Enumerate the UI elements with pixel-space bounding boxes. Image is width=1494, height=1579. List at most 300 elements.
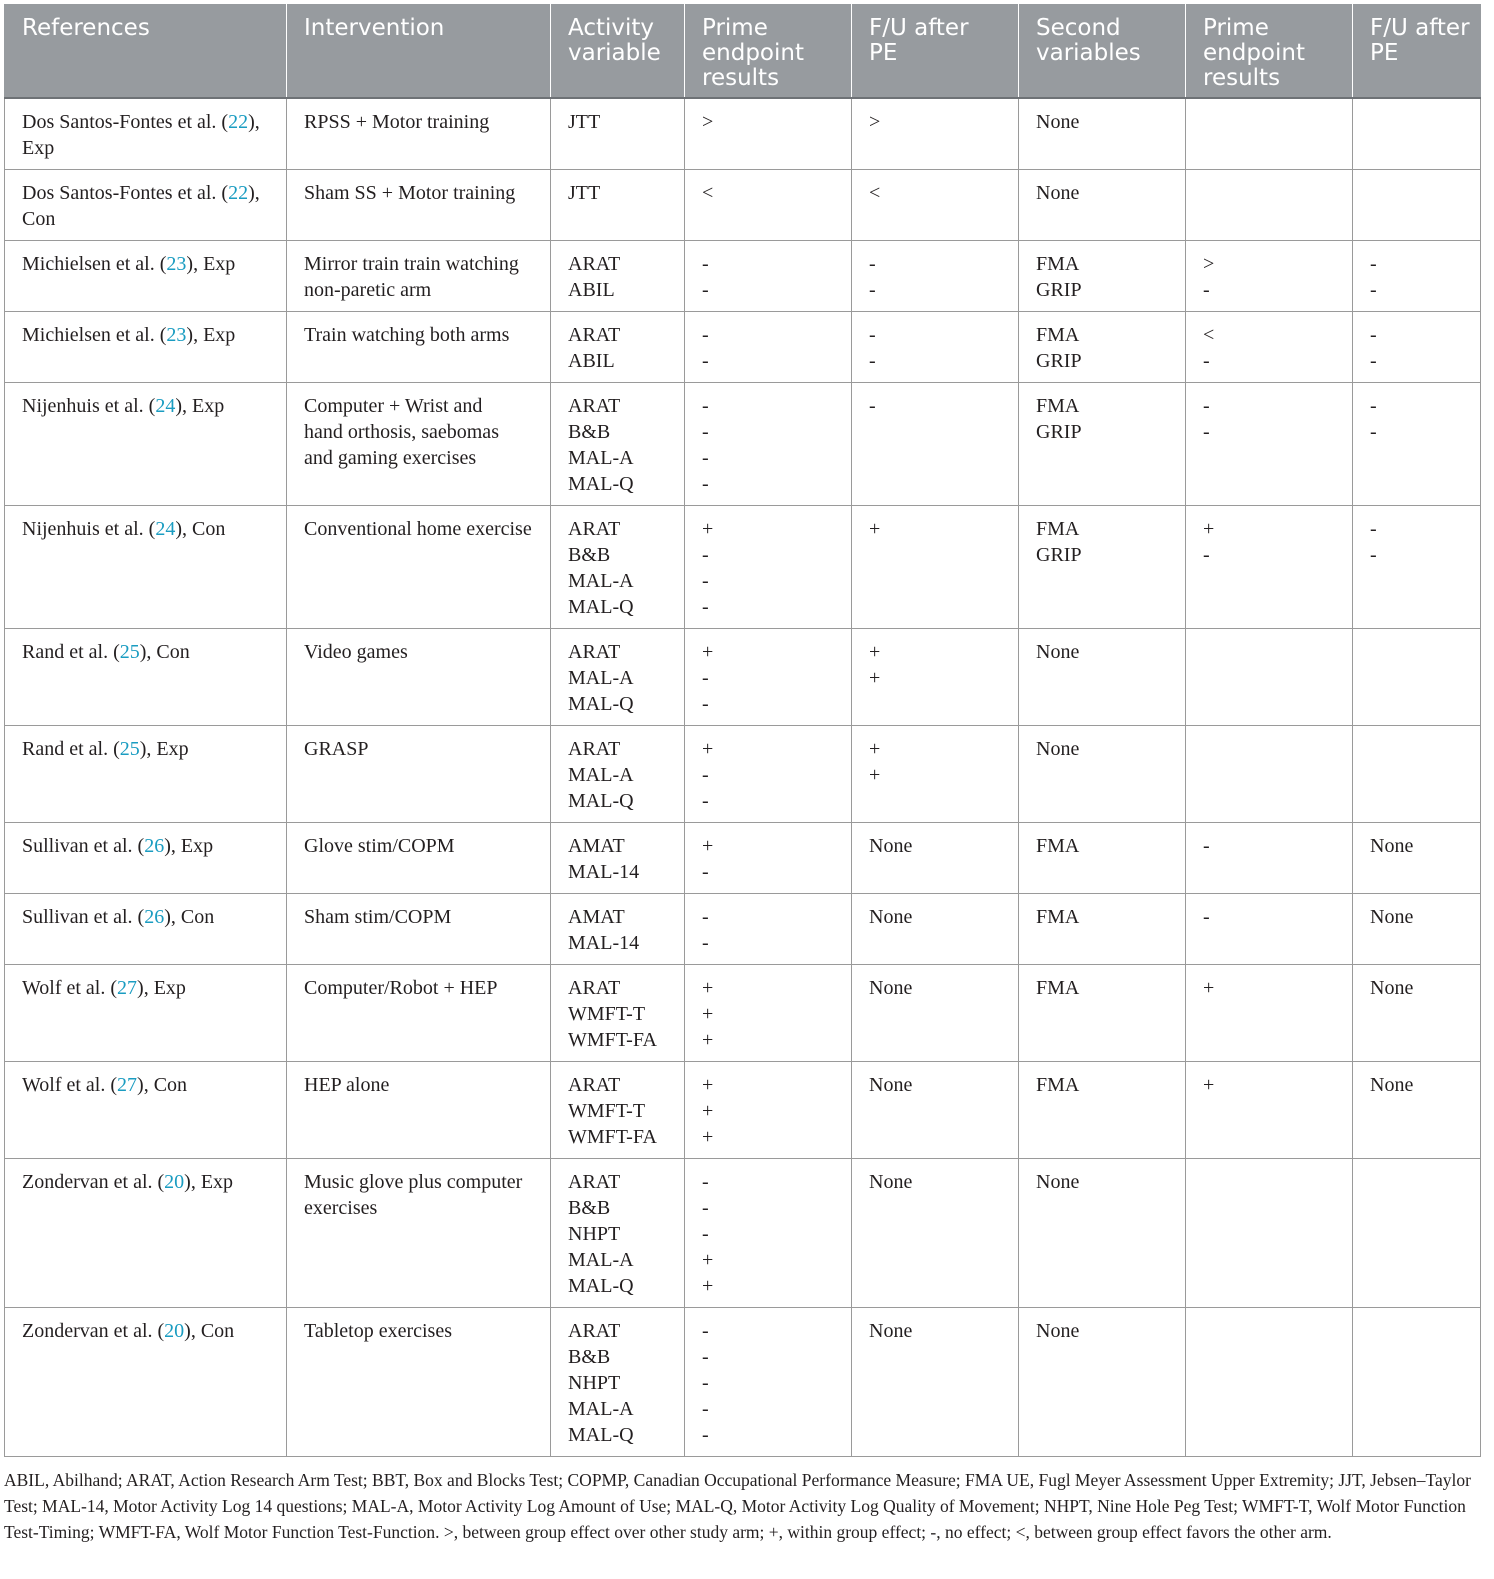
reference-arm: ), Exp bbox=[184, 1170, 234, 1193]
citation-link[interactable]: 22 bbox=[228, 111, 249, 133]
cell-line: - bbox=[702, 1319, 709, 1342]
cell-line: + bbox=[869, 640, 881, 663]
cell-second-variables bbox=[1019, 1061, 1186, 1158]
table-row bbox=[5, 382, 1481, 505]
cell-line: - bbox=[702, 543, 709, 566]
cell-line: - bbox=[702, 569, 709, 592]
reference-line bbox=[22, 393, 278, 419]
cell-line: - bbox=[702, 931, 709, 954]
table-row bbox=[5, 240, 1481, 311]
cell-prime-endpoint-result-secondary bbox=[1186, 1158, 1353, 1307]
cell-prime-endpoint-result bbox=[685, 98, 852, 169]
table-row bbox=[5, 822, 1481, 893]
cell-line: - bbox=[702, 349, 709, 372]
cell-prime-endpoint-result-secondary bbox=[1186, 240, 1353, 311]
cell-line: None bbox=[1370, 976, 1414, 999]
table-header-row bbox=[5, 4, 1481, 98]
cell-line: GRASP bbox=[304, 737, 369, 760]
cell-line: + bbox=[1203, 1073, 1215, 1096]
cell-fu-after-pe-secondary bbox=[1353, 382, 1481, 505]
reference-arm: ), Exp bbox=[186, 252, 236, 275]
cell-intervention bbox=[287, 98, 551, 169]
cell-fu-after-pe bbox=[852, 964, 1019, 1061]
table-row bbox=[5, 169, 1481, 240]
cell-line: None bbox=[869, 1170, 913, 1193]
cell-line: AMAT bbox=[568, 834, 625, 857]
cell-line: Train watching both arms bbox=[304, 323, 510, 346]
cell-line: - bbox=[702, 692, 709, 715]
cell-line: hand orthosis, saebomas bbox=[304, 420, 499, 443]
cell-fu-after-pe bbox=[852, 725, 1019, 822]
reference-line bbox=[22, 1072, 278, 1098]
reference-arm: ), Con bbox=[137, 1073, 188, 1096]
cell-fu-after-pe-secondary bbox=[1353, 893, 1481, 964]
cell-line: MAL-Q bbox=[568, 1274, 634, 1297]
cell-line: + bbox=[702, 517, 714, 540]
reference-authors: Rand et al. ( bbox=[22, 640, 120, 663]
cell-fu-after-pe-secondary bbox=[1353, 505, 1481, 628]
cell-prime-endpoint-result bbox=[685, 822, 852, 893]
cell-line: - bbox=[869, 278, 876, 301]
cell-line: Conventional home exercise bbox=[304, 517, 532, 540]
reference-arm: ), Exp bbox=[175, 394, 225, 417]
header-line: Prime bbox=[1203, 15, 1269, 41]
cell-line: - bbox=[1203, 394, 1210, 417]
cell-line: ARAT bbox=[568, 252, 621, 275]
table-row bbox=[5, 628, 1481, 725]
cell-line: - bbox=[702, 252, 709, 275]
cell-line: - bbox=[869, 394, 876, 417]
cell-line: WMFT-FA bbox=[568, 1028, 657, 1051]
cell-line: None bbox=[1036, 1319, 1080, 1342]
cell-line: Music glove plus computer bbox=[304, 1170, 523, 1193]
cell-line: MAL-A bbox=[568, 446, 634, 469]
cell-prime-endpoint-result bbox=[685, 240, 852, 311]
cell-line: FMA bbox=[1036, 252, 1080, 275]
citation-link[interactable]: 20 bbox=[164, 1319, 185, 1342]
cell-line: < bbox=[702, 181, 714, 204]
cell-prime-endpoint-result-secondary bbox=[1186, 725, 1353, 822]
cell-line: - bbox=[1370, 420, 1377, 443]
cell-intervention bbox=[287, 893, 551, 964]
cell-line: - bbox=[702, 860, 709, 883]
citation-link[interactable]: 25 bbox=[119, 737, 140, 760]
cell-line: JTT bbox=[568, 181, 601, 204]
cell-line: MAL-Q bbox=[568, 472, 634, 495]
cell-fu-after-pe bbox=[852, 1307, 1019, 1456]
cell-line: MAL-A bbox=[568, 1397, 634, 1420]
cell-line: MAL-14 bbox=[568, 860, 640, 883]
cell-line: - bbox=[702, 1345, 709, 1368]
cell-line: Mirror train train watching bbox=[304, 252, 519, 275]
citation-link[interactable]: 27 bbox=[117, 976, 138, 999]
cell-prime-endpoint-result bbox=[685, 1307, 852, 1456]
cell-line: + bbox=[702, 640, 714, 663]
citation-link[interactable]: 22 bbox=[228, 181, 249, 204]
cell-line: MAL-Q bbox=[568, 692, 634, 715]
cell-reference bbox=[5, 1158, 287, 1307]
cell-line: + bbox=[702, 1099, 714, 1122]
cell-reference bbox=[5, 1061, 287, 1158]
reference-arm: ), Exp bbox=[137, 976, 186, 999]
results-table-container bbox=[4, 4, 1480, 1457]
cell-line: MAL-Q bbox=[568, 789, 634, 812]
cell-line: - bbox=[702, 905, 709, 928]
cell-prime-endpoint-result bbox=[685, 628, 852, 725]
reference-line bbox=[22, 516, 278, 542]
reference-authors: Sullivan et al. ( bbox=[22, 834, 145, 857]
cell-prime-endpoint-result-secondary bbox=[1186, 505, 1353, 628]
cell-prime-endpoint-result bbox=[685, 382, 852, 505]
table-row bbox=[5, 1307, 1481, 1456]
cell-line: None bbox=[1370, 905, 1414, 928]
cell-prime-endpoint-result bbox=[685, 1061, 852, 1158]
cell-second-variables bbox=[1019, 1307, 1186, 1456]
cell-fu-after-pe bbox=[852, 98, 1019, 169]
cell-line: None bbox=[1036, 1170, 1080, 1193]
cell-line: - bbox=[1370, 517, 1377, 540]
cell-line: + bbox=[702, 1073, 714, 1096]
cell-prime-endpoint-result bbox=[685, 311, 852, 382]
reference-authors: Dos Santos-Fontes et al. ( bbox=[22, 181, 229, 204]
cell-fu-after-pe-secondary bbox=[1353, 1158, 1481, 1307]
header-line: Intervention bbox=[304, 15, 445, 41]
cell-activity-variable bbox=[551, 98, 685, 169]
cell-line: - bbox=[869, 323, 876, 346]
header-line: Activity bbox=[568, 15, 655, 41]
cell-line: and gaming exercises bbox=[304, 446, 477, 469]
cell-prime-endpoint-result-secondary bbox=[1186, 893, 1353, 964]
cell-line: WMFT-FA bbox=[568, 1125, 657, 1148]
reference-arm-line: Con bbox=[22, 207, 56, 230]
cell-fu-after-pe-secondary bbox=[1353, 822, 1481, 893]
reference-line bbox=[22, 1169, 278, 1195]
cell-fu-after-pe bbox=[852, 311, 1019, 382]
cell-second-variables bbox=[1019, 822, 1186, 893]
citation-link[interactable]: 20 bbox=[164, 1170, 185, 1193]
cell-line: None bbox=[869, 1073, 913, 1096]
cell-line: - bbox=[702, 1196, 709, 1219]
reference-arm: ), bbox=[248, 111, 260, 133]
citation-link[interactable]: 25 bbox=[119, 640, 140, 663]
cell-line: Glove stim/COPM bbox=[304, 834, 455, 857]
reference-authors: Michielsen et al. ( bbox=[22, 323, 167, 346]
cell-reference bbox=[5, 1307, 287, 1456]
cell-line: - bbox=[1203, 834, 1210, 857]
header-intervention bbox=[287, 4, 551, 98]
cell-fu-after-pe bbox=[852, 822, 1019, 893]
cell-prime-endpoint-result bbox=[685, 1158, 852, 1307]
cell-fu-after-pe-secondary bbox=[1353, 98, 1481, 169]
cell-line: - bbox=[702, 1423, 709, 1446]
reference-line bbox=[22, 180, 278, 206]
cell-line: + bbox=[702, 834, 714, 857]
table-row bbox=[5, 964, 1481, 1061]
cell-line: non-paretic arm bbox=[304, 278, 432, 301]
cell-line: + bbox=[702, 1125, 714, 1148]
cell-reference bbox=[5, 505, 287, 628]
reference-arm: ), Exp bbox=[139, 737, 189, 760]
header-prime-endpoint-results bbox=[685, 4, 852, 98]
citation-link[interactable]: 23 bbox=[166, 252, 187, 275]
citation-link[interactable]: 26 bbox=[144, 834, 165, 857]
cell-line: > bbox=[702, 111, 714, 133]
cell-prime-endpoint-result bbox=[685, 505, 852, 628]
cell-reference bbox=[5, 311, 287, 382]
cell-line: - bbox=[702, 323, 709, 346]
cell-fu-after-pe bbox=[852, 628, 1019, 725]
cell-line: - bbox=[1203, 420, 1210, 443]
cell-line: RPSS + Motor training bbox=[304, 111, 490, 133]
cell-line: GRIP bbox=[1036, 349, 1082, 372]
cell-line: - bbox=[702, 666, 709, 689]
cell-line: Sham SS + Motor training bbox=[304, 181, 516, 204]
cell-prime-endpoint-result-secondary bbox=[1186, 1307, 1353, 1456]
cell-line: ARAT bbox=[568, 1319, 621, 1342]
cell-line: ARAT bbox=[568, 1073, 621, 1096]
cell-line: MAL-A bbox=[568, 763, 634, 786]
cell-line: exercises bbox=[304, 1196, 378, 1219]
reference-authors: Nijenhuis et al. ( bbox=[22, 517, 156, 540]
cell-line: > bbox=[869, 111, 881, 133]
cell-activity-variable bbox=[551, 382, 685, 505]
cell-line: + bbox=[702, 1248, 714, 1271]
cell-line: None bbox=[1370, 1073, 1414, 1096]
cell-second-variables bbox=[1019, 725, 1186, 822]
cell-line: MAL-A bbox=[568, 666, 634, 689]
reference-arm: ), Exp bbox=[186, 323, 236, 346]
results-table bbox=[4, 4, 1481, 1457]
cell-activity-variable bbox=[551, 505, 685, 628]
cell-line: MAL-A bbox=[568, 569, 634, 592]
cell-fu-after-pe bbox=[852, 240, 1019, 311]
cell-line: FMA bbox=[1036, 1073, 1080, 1096]
cell-line: - bbox=[702, 278, 709, 301]
cell-line: GRIP bbox=[1036, 420, 1082, 443]
cell-line: + bbox=[702, 1002, 714, 1025]
header-line: PE bbox=[1370, 40, 1399, 66]
cell-reference bbox=[5, 725, 287, 822]
cell-fu-after-pe bbox=[852, 169, 1019, 240]
reference-authors: Zondervan et al. ( bbox=[22, 1170, 165, 1193]
cell-line: None bbox=[869, 834, 913, 857]
table-footnote: ABIL, Abilhand; ARAT, Action Research Arm Test; BBT, Box and Blocks Test; COPMP, Canadian Occupational Performance Measure; FMA UE, Fugl Meyer Assessment Upper Extremity; JJT, Jebsen–Taylor Test; MAL-14, Motor Activity Log 14 questions; MAL-A, Motor Activity Log Amount of Use; MAL-Q, Motor Activity Log Quality of Movement; NHPT, Nine Hole Peg Test; WMFT-T, Wolf Motor Function Test-Timing; WMFT-FA, Wolf Motor Function Test-Function. >, between group effect over other study arm; +, within group effect; -, no effect; <, between group effect favors the other arm. bbox=[4, 1470, 1471, 1542]
header-line: endpoint bbox=[1203, 40, 1305, 66]
header-line: References bbox=[22, 15, 150, 41]
cell-line: MAL-Q bbox=[568, 595, 634, 618]
reference-line bbox=[22, 833, 278, 859]
cell-fu-after-pe-secondary bbox=[1353, 240, 1481, 311]
cell-second-variables bbox=[1019, 311, 1186, 382]
cell-fu-after-pe-secondary bbox=[1353, 628, 1481, 725]
cell-line: ARAT bbox=[568, 640, 621, 663]
reference-authors: Sullivan et al. ( bbox=[22, 905, 145, 928]
cell-line: - bbox=[702, 1170, 709, 1193]
cell-line: + bbox=[1203, 517, 1215, 540]
reference-arm: ), Con bbox=[175, 517, 226, 540]
cell-line: None bbox=[1036, 111, 1080, 133]
citation-link[interactable]: 26 bbox=[144, 905, 165, 928]
cell-line: + bbox=[869, 763, 881, 786]
cell-reference bbox=[5, 964, 287, 1061]
reference-arm: ), Con bbox=[164, 905, 215, 928]
cell-line: Tabletop exercises bbox=[304, 1319, 452, 1342]
cell-line: - bbox=[1203, 349, 1210, 372]
cell-intervention bbox=[287, 505, 551, 628]
table-row bbox=[5, 725, 1481, 822]
cell-line: WMFT-T bbox=[568, 1002, 646, 1025]
cell-line: + bbox=[869, 517, 881, 540]
header-second-variables bbox=[1019, 4, 1186, 98]
cell-line: B&B bbox=[568, 1196, 611, 1219]
cell-intervention bbox=[287, 382, 551, 505]
table-row bbox=[5, 98, 1481, 169]
cell-line: ABIL bbox=[568, 349, 615, 372]
cell-fu-after-pe-secondary bbox=[1353, 1061, 1481, 1158]
cell-prime-endpoint-result bbox=[685, 725, 852, 822]
cell-intervention bbox=[287, 822, 551, 893]
reference-line bbox=[22, 975, 278, 1001]
cell-reference bbox=[5, 98, 287, 169]
cell-second-variables bbox=[1019, 98, 1186, 169]
cell-line: Computer/Robot + HEP bbox=[304, 976, 498, 999]
cell-line: None bbox=[1036, 737, 1080, 760]
cell-line: MAL-Q bbox=[568, 1423, 634, 1446]
cell-line: - bbox=[1203, 543, 1210, 566]
cell-second-variables bbox=[1019, 1158, 1186, 1307]
header-fu-after-pe-secondary bbox=[1353, 4, 1481, 98]
cell-intervention bbox=[287, 1061, 551, 1158]
reference-arm: ), bbox=[248, 181, 260, 204]
cell-reference bbox=[5, 893, 287, 964]
header-line: F/U after bbox=[1370, 15, 1470, 41]
header-line: variable bbox=[568, 40, 661, 66]
cell-line: - bbox=[1370, 394, 1377, 417]
citation-link[interactable]: 27 bbox=[117, 1073, 138, 1096]
cell-line: GRIP bbox=[1036, 543, 1082, 566]
cell-prime-endpoint-result-secondary bbox=[1186, 382, 1353, 505]
cell-fu-after-pe-secondary bbox=[1353, 1307, 1481, 1456]
cell-line: MAL-A bbox=[568, 1248, 634, 1271]
cell-line: FMA bbox=[1036, 976, 1080, 999]
citation-link[interactable]: 24 bbox=[155, 517, 176, 540]
reference-line bbox=[22, 904, 278, 930]
header-line: results bbox=[1203, 65, 1281, 91]
cell-line: + bbox=[702, 1028, 714, 1051]
reference-authors: Wolf et al. ( bbox=[22, 1073, 118, 1096]
cell-line: ARAT bbox=[568, 737, 621, 760]
cell-prime-endpoint-result-secondary bbox=[1186, 964, 1353, 1061]
cell-reference bbox=[5, 628, 287, 725]
cell-prime-endpoint-result-secondary bbox=[1186, 169, 1353, 240]
cell-line: + bbox=[702, 976, 714, 999]
reference-line bbox=[22, 322, 278, 348]
cell-line: - bbox=[702, 394, 709, 417]
reference-line bbox=[22, 251, 278, 277]
cell-activity-variable bbox=[551, 822, 685, 893]
cell-line: + bbox=[1203, 976, 1215, 999]
cell-line: ABIL bbox=[568, 278, 615, 301]
cell-line: Computer + Wrist and bbox=[304, 394, 483, 417]
citation-link[interactable]: 24 bbox=[155, 394, 176, 417]
cell-line: - bbox=[702, 1371, 709, 1394]
header-line: Second bbox=[1036, 15, 1121, 41]
cell-intervention bbox=[287, 964, 551, 1061]
cell-prime-endpoint-result-secondary bbox=[1186, 628, 1353, 725]
cell-activity-variable bbox=[551, 964, 685, 1061]
cell-prime-endpoint-result-secondary bbox=[1186, 1061, 1353, 1158]
cell-reference bbox=[5, 169, 287, 240]
header-line: PE bbox=[869, 40, 898, 66]
cell-line: - bbox=[869, 252, 876, 275]
reference-arm-line: Exp bbox=[22, 137, 55, 159]
table-row bbox=[5, 1158, 1481, 1307]
table-row bbox=[5, 311, 1481, 382]
header-prime-endpoint-results-secondary bbox=[1186, 4, 1353, 98]
cell-second-variables bbox=[1019, 240, 1186, 311]
cell-line: ARAT bbox=[568, 1170, 621, 1193]
reference-authors: Dos Santos-Fontes et al. ( bbox=[22, 111, 229, 133]
cell-prime-endpoint-result bbox=[685, 169, 852, 240]
cell-intervention bbox=[287, 240, 551, 311]
header-line: endpoint bbox=[702, 40, 804, 66]
cell-line: - bbox=[869, 349, 876, 372]
cell-line: None bbox=[869, 976, 913, 999]
cell-second-variables bbox=[1019, 893, 1186, 964]
cell-fu-after-pe bbox=[852, 893, 1019, 964]
header-line: Prime bbox=[702, 15, 768, 41]
table-body bbox=[5, 98, 1481, 1456]
cell-activity-variable bbox=[551, 725, 685, 822]
cell-second-variables bbox=[1019, 505, 1186, 628]
header-fu-after-pe bbox=[852, 4, 1019, 98]
cell-line: None bbox=[1036, 640, 1080, 663]
cell-line: NHPT bbox=[568, 1371, 621, 1394]
cell-line: GRIP bbox=[1036, 278, 1082, 301]
cell-line: ARAT bbox=[568, 976, 621, 999]
reference-line bbox=[22, 1318, 278, 1344]
cell-second-variables bbox=[1019, 628, 1186, 725]
cell-intervention bbox=[287, 311, 551, 382]
header-line: F/U after bbox=[869, 15, 969, 41]
table-row bbox=[5, 505, 1481, 628]
cell-line: - bbox=[1203, 278, 1210, 301]
cell-activity-variable bbox=[551, 240, 685, 311]
reference-authors: Zondervan et al. ( bbox=[22, 1319, 165, 1342]
cell-line: JTT bbox=[568, 111, 601, 133]
cell-line: FMA bbox=[1036, 905, 1080, 928]
cell-line: FMA bbox=[1036, 394, 1080, 417]
cell-line: None bbox=[869, 1319, 913, 1342]
cell-activity-variable bbox=[551, 1061, 685, 1158]
reference-arm: ), Con bbox=[184, 1319, 235, 1342]
cell-line: + bbox=[869, 666, 881, 689]
cell-line: FMA bbox=[1036, 517, 1080, 540]
cell-reference bbox=[5, 240, 287, 311]
cell-line: None bbox=[1036, 181, 1080, 204]
cell-line: ARAT bbox=[568, 517, 621, 540]
cell-fu-after-pe-secondary bbox=[1353, 725, 1481, 822]
cell-fu-after-pe bbox=[852, 1061, 1019, 1158]
cell-line: ARAT bbox=[568, 323, 621, 346]
reference-authors: Rand et al. ( bbox=[22, 737, 120, 760]
cell-line: WMFT-T bbox=[568, 1099, 646, 1122]
citation-link[interactable]: 23 bbox=[166, 323, 187, 346]
cell-prime-endpoint-result bbox=[685, 964, 852, 1061]
cell-line: - bbox=[702, 763, 709, 786]
cell-line: Sham stim/COPM bbox=[304, 905, 452, 928]
cell-line: - bbox=[702, 595, 709, 618]
